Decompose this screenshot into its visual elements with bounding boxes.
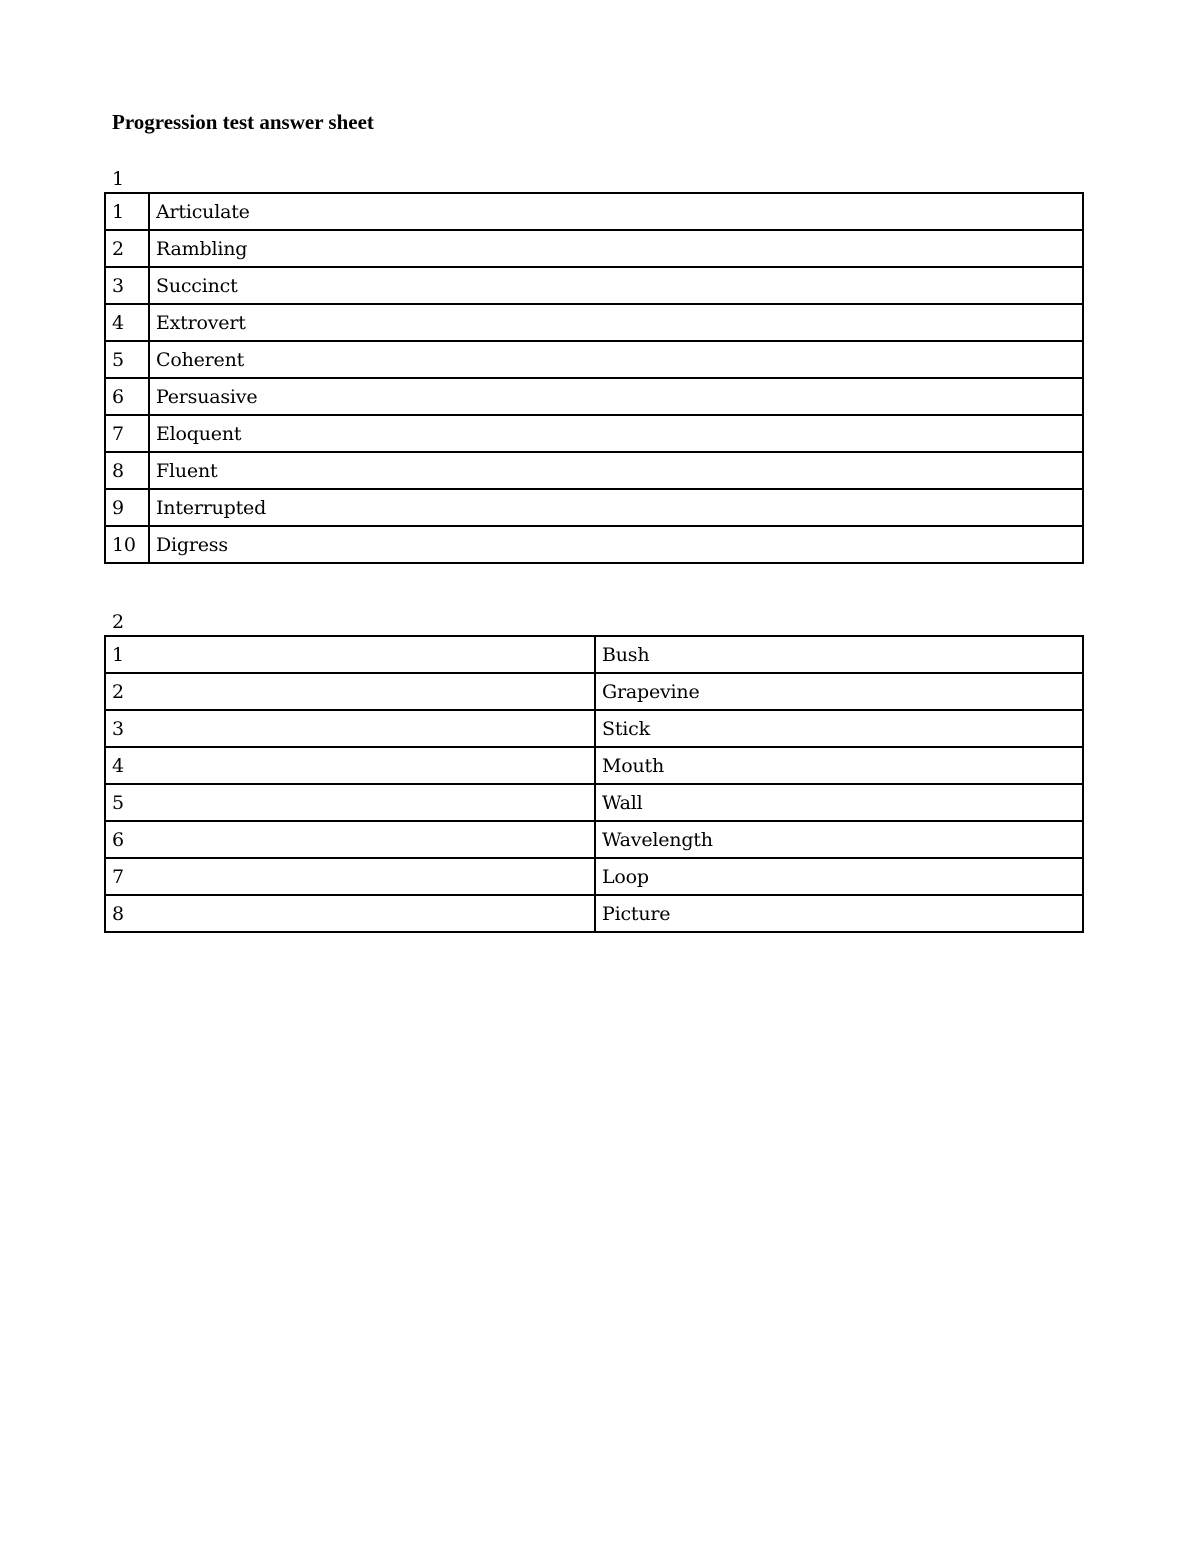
table-row — [105, 341, 1083, 378]
question-number: 3 — [105, 710, 595, 747]
question-number: 6 — [105, 378, 149, 415]
table-row — [105, 193, 1083, 230]
section-1-answer-table — [104, 192, 1084, 564]
answer-cell: Persuasive — [149, 378, 1083, 415]
answer-cell: Bush — [595, 636, 1083, 673]
question-number: 4 — [105, 304, 149, 341]
question-number: 2 — [105, 230, 149, 267]
answer-cell: Interrupted — [149, 489, 1083, 526]
table-row — [105, 710, 1083, 747]
question-number: 7 — [105, 858, 595, 895]
answer-cell: Extrovert — [149, 304, 1083, 341]
section-2-label: 2 — [112, 611, 125, 633]
table-row — [105, 895, 1083, 932]
question-number: 4 — [105, 747, 595, 784]
section-2-answer-table — [104, 635, 1084, 933]
answer-cell: Wall — [595, 784, 1083, 821]
answer-cell: Loop — [595, 858, 1083, 895]
table-row — [105, 452, 1083, 489]
table-row — [105, 489, 1083, 526]
table-row — [105, 821, 1083, 858]
table-row — [105, 858, 1083, 895]
answer-cell: Digress — [149, 526, 1083, 563]
table-row — [105, 636, 1083, 673]
question-number: 5 — [105, 341, 149, 378]
table-row — [105, 673, 1083, 710]
answer-cell: Eloquent — [149, 415, 1083, 452]
table-row — [105, 304, 1083, 341]
answer-cell: Rambling — [149, 230, 1083, 267]
answer-cell: Succinct — [149, 267, 1083, 304]
question-number: 1 — [105, 636, 595, 673]
answer-cell: Stick — [595, 710, 1083, 747]
table-row — [105, 267, 1083, 304]
question-number: 7 — [105, 415, 149, 452]
answer-cell: Mouth — [595, 747, 1083, 784]
question-number: 8 — [105, 895, 595, 932]
question-number: 3 — [105, 267, 149, 304]
question-number: 9 — [105, 489, 149, 526]
question-number: 2 — [105, 673, 595, 710]
question-number: 5 — [105, 784, 595, 821]
table-row — [105, 415, 1083, 452]
answer-cell: Fluent — [149, 452, 1083, 489]
table-row — [105, 526, 1083, 563]
table-row — [105, 747, 1083, 784]
question-number: 10 — [105, 526, 149, 563]
answer-cell: Wavelength — [595, 821, 1083, 858]
section-1-label: 1 — [112, 168, 125, 190]
answer-cell: Articulate — [149, 193, 1083, 230]
question-number: 1 — [105, 193, 149, 230]
question-number: 8 — [105, 452, 149, 489]
table-row — [105, 378, 1083, 415]
answer-cell: Picture — [595, 895, 1083, 932]
page-title: Progression test answer sheet — [112, 110, 374, 134]
answer-cell: Coherent — [149, 341, 1083, 378]
answer-cell: Grapevine — [595, 673, 1083, 710]
table-row — [105, 230, 1083, 267]
question-number: 6 — [105, 821, 595, 858]
table-row — [105, 784, 1083, 821]
